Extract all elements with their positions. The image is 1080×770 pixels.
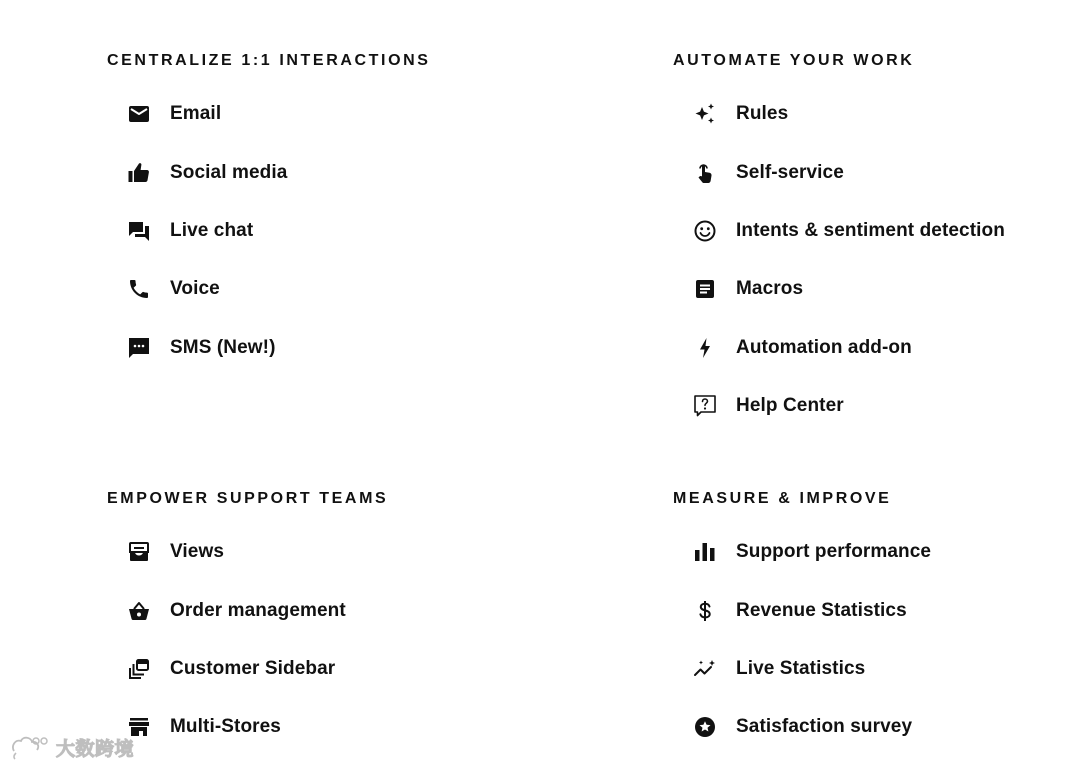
section-automate-your-work — [673, 50, 1005, 435]
feature-item-multi-stores[interactable] — [107, 698, 388, 756]
feature-label: Email — [170, 103, 222, 125]
feature-item-intents-sentiment[interactable] — [673, 202, 1005, 260]
feature-list — [673, 523, 931, 757]
feature-label: Macros — [736, 278, 804, 300]
trend-sparkle-icon — [693, 657, 717, 681]
watermark-logo-icon — [8, 733, 52, 761]
feature-item-help-center[interactable] — [673, 377, 1005, 435]
feature-item-macros[interactable] — [673, 260, 1005, 318]
feature-item-social-media[interactable] — [107, 143, 431, 201]
feature-label: Social media — [170, 161, 288, 183]
feature-label: Self-service — [736, 161, 844, 183]
feature-item-order-management[interactable] — [107, 581, 388, 639]
feature-label: SMS (New!) — [170, 336, 276, 358]
feature-list — [673, 85, 1005, 435]
feature-item-rules[interactable] — [673, 85, 1005, 143]
section-centralize-interactions — [107, 50, 431, 377]
basket-icon — [127, 599, 151, 623]
dollar-icon — [693, 599, 717, 623]
feature-item-live-statistics[interactable] — [673, 640, 931, 698]
feature-item-sms[interactable] — [107, 319, 431, 377]
feature-label: Order management — [170, 599, 346, 621]
feature-label: Rules — [736, 103, 789, 125]
sidebar-stack-icon — [127, 657, 151, 681]
thumbs-up-icon — [127, 161, 151, 185]
sms-icon — [127, 336, 151, 360]
feature-label: Live Statistics — [736, 657, 866, 679]
section-title: MEASURE & IMPROVE — [673, 490, 892, 507]
feature-item-support-performance[interactable] — [673, 523, 931, 581]
feature-label: Intents & sentiment detection — [736, 219, 1005, 241]
feature-label: Multi-Stores — [170, 716, 281, 738]
feature-label: Support performance — [736, 541, 932, 563]
document-icon — [693, 277, 717, 301]
feature-list — [107, 85, 431, 377]
star-circle-icon — [693, 715, 717, 739]
watermark — [8, 733, 134, 761]
lightning-icon — [693, 336, 717, 360]
smiley-icon — [693, 219, 717, 243]
touch-hand-icon — [693, 161, 717, 185]
feature-label: Automation add-on — [736, 336, 912, 358]
watermark-text: 大数跨境 — [56, 737, 135, 760]
sparkles-icon — [693, 102, 717, 126]
bar-chart-icon — [693, 540, 717, 564]
phone-icon — [127, 277, 151, 301]
feature-item-customer-sidebar[interactable] — [107, 640, 388, 698]
help-bubble-icon — [693, 394, 717, 418]
feature-item-satisfaction-survey[interactable] — [673, 698, 931, 756]
feature-item-automation-add-on[interactable] — [673, 319, 1005, 377]
feature-item-email[interactable] — [107, 85, 431, 143]
mail-icon — [127, 102, 151, 126]
section-empower-support-teams — [107, 488, 388, 757]
feature-item-self-service[interactable] — [673, 143, 1005, 201]
feature-list — [107, 523, 388, 757]
feature-label: Satisfaction survey — [736, 716, 913, 738]
feature-item-views[interactable] — [107, 523, 388, 581]
feature-item-live-chat[interactable] — [107, 202, 431, 260]
inbox-tray-icon — [127, 540, 151, 564]
feature-label: Views — [170, 541, 225, 563]
section-title: EMPOWER SUPPORT TEAMS — [107, 490, 389, 507]
feature-item-revenue-statistics[interactable] — [673, 581, 931, 639]
feature-label: Customer Sidebar — [170, 657, 336, 679]
chat-bubbles-icon — [127, 219, 151, 243]
feature-label: Live chat — [170, 219, 254, 241]
section-title: AUTOMATE YOUR WORK — [673, 52, 915, 69]
feature-item-voice[interactable] — [107, 260, 431, 318]
feature-label: Revenue Statistics — [736, 599, 907, 621]
feature-label: Voice — [170, 278, 220, 300]
section-measure-improve — [673, 488, 931, 757]
feature-label: Help Center — [736, 395, 844, 417]
section-title: CENTRALIZE 1:1 INTERACTIONS — [107, 52, 431, 69]
